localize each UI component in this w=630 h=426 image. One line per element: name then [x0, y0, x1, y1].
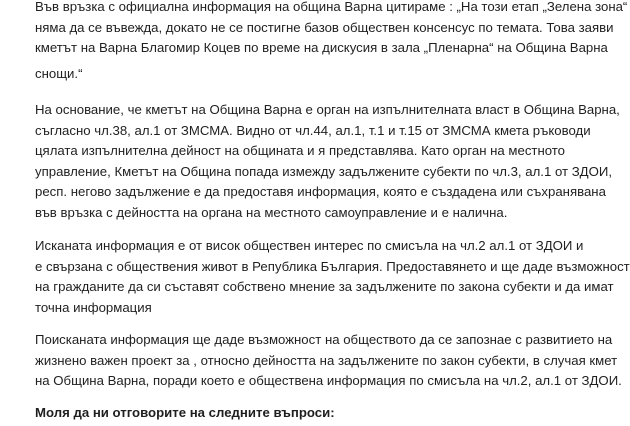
text-line: управление, Кметът на Община попада измежду задължените субекти по чл.3, ал.1 от ЗДОИ, [35, 163, 612, 179]
paragraph-quote [35, 0, 628, 84]
text-line: съгласно чл.38, ал.1 от ЗМСМА. Видно от чл.44, ал.1, т.1 и т.15 от ЗМСМА кмета ръководи [35, 122, 591, 138]
text-line: на гражданите да си съставят собствено мнение за задължените по закона субекти и да имат [35, 279, 614, 294]
text-line: кметът на Варна Благомир Коцев по време на дискусия в зала „Пленарна“ на Община Варна [35, 40, 608, 55]
text-line: Моля да ни отговорите на следните въпроси: [35, 404, 335, 420]
text-line: На основание, че кметът на Община Варна е орган на изпълнителната власт в Община Варна, [35, 102, 620, 117]
text-line: снощи.“ [35, 65, 83, 81]
text-line: респ. негово задължение е да предоставя информация, която е създадена или съхранявана [35, 184, 606, 199]
text-line: няма да се въвежда, докато не се постигне базов обществен консенсус по темата. Това заяви [35, 19, 614, 35]
text-line: Исканата информация е от висок обществен интерес по смисъла на чл.2 ал.1 от ЗДОИ и [35, 238, 584, 253]
questions-heading [35, 403, 622, 424]
paragraph-public-interest [35, 236, 630, 318]
text-line: Поисканата информация ще даде възможност на обществото да се запознае с развитието на [35, 332, 613, 347]
text-line: Във връзка с официална информация на община Варна цитираме : „На този етап „Зелена зона“ [35, 0, 628, 14]
text-line: на Община Варна, поради което е обществена информация по смисъла на чл.2, ал.1 от ЗДОИ. [35, 373, 622, 388]
text-line: точна информация [35, 299, 152, 315]
text-line: цялата изпълнителна дейност на общината и я представлява. Като орган на местното [35, 143, 566, 158]
text-line: е свързана с обществения живот в Република България. Предоставянето и ще даде възможност [35, 258, 630, 274]
paragraph-requested-info [35, 330, 622, 392]
paragraph-legal-basis [35, 100, 622, 223]
text-line: жизнено важен проект за , относно дейността на задължените по закон субекти, в случая кмет [35, 352, 618, 368]
text-line: във връзка с дейността на органа на местното самоуправление и е налична. [35, 204, 508, 220]
